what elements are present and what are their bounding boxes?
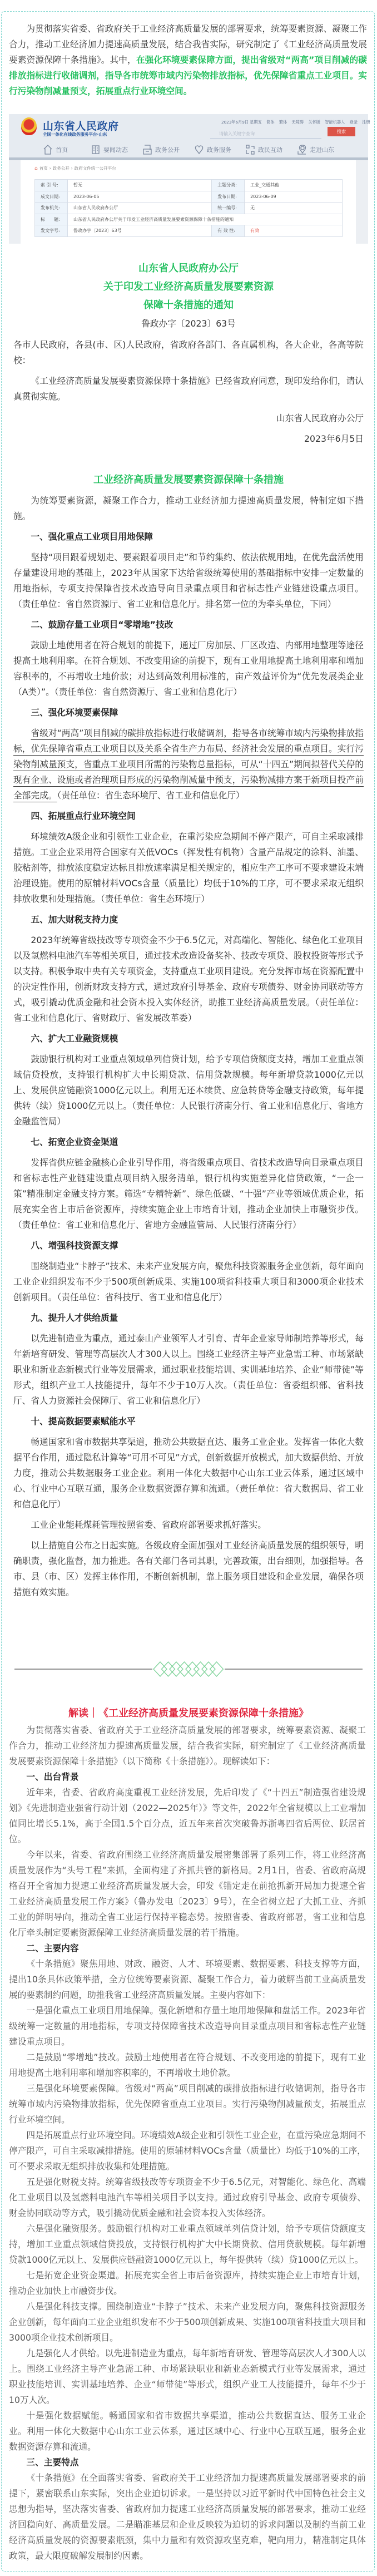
meta-label: 统一编号: <box>212 203 245 214</box>
book-icon <box>91 145 100 155</box>
link-register[interactable]: 注册 <box>362 120 370 125</box>
paragraph: 七是拓宽企业资金渠道。拓展充实全省上市后备资源库，持续实施企业上市培育计划，推动企业加快上市融资步伐。 <box>9 2270 366 2296</box>
paragraph: 以先进制造业为重点，通过泰山产业领军人才引育、青年企业家导师制培养等形式，每年新培育研发、管理等高层次人才300人以上。围绕工业经济主导产业急需工种、市场紧缺职业和新业态新模式行业等发展需求，通过职业技能培训、实训基地培养、企业“师带徒”等形式，组织产业工人技能提升，每年不少于10万人次。（责任单位：省委组织部、省科技厅、省人力资源社会保障厅、省工业和信息化厅） <box>13 1333 364 1406</box>
meta-value: 山东省人民政府办公厅关于印发工业经济高质量发展要素资源保障十条措施的通知 <box>68 214 343 225</box>
site-nav <box>9 144 368 157</box>
interpretation-title: 解读｜《工业经济高质量发展要素资源保障十条措施》 <box>68 1708 309 1719</box>
paragraph: 四是拓展重点行业环境空间。环境绩效A级企业和引领性工业企业，在重污染应急期间不停产限产，可自主采取减排措施。使用的原辅材料VOCs含量（质量比）均低于10%的工序，可不要求采取无组织排放收集和处理措施。 <box>9 2130 366 2172</box>
nav-label: 政务公开 <box>155 146 180 154</box>
nav-gov-affairs[interactable] <box>143 145 180 155</box>
notice-title-line: 关于印发工业经济高质量发展要素资源 <box>103 281 274 293</box>
meta-value: 2023-06-09 <box>245 191 343 203</box>
meta-label: 有 效 性: <box>212 225 245 237</box>
paragraph: 《十条措施》聚焦用地、财政、融资、人才、环境要素、数据要素、科技支撑等方面，提出10条具体政策举措，全方位统筹要素资源、凝聚工作合力，着力破解当前工业高质量发展的要素制约问题，助推我省工业经济高质量发展。主要内容如下： <box>9 1958 366 2000</box>
paragraph: 发挥省供应链金融核心企业引导作用，将省级重点项目、省技术改造导向目录重点项目和省标志性产业链建设重点项目纳入服务清单，银行机构实施差异化信贷政策，“一企一策”精准制定金融支持方案。筛选“专精特新”、绿色低碳、“十强”产业等领域优质企业，拓展充实全省上市后备资源库，持续实施企业上市培育计划，推动企业加快上市融资步伐。（责任单位：省工业和信息化厅、省地方金融监管局、人民银行济南分行） <box>13 1157 364 1230</box>
underlined-text: 省级对“两高”项目削减的碳排放指标进行收储调剂，指导各市统筹市域内污染物排放指标，优先保障省重点工业项目以及关系全省生产力布局、经济社会发展的重点项目。实行污染物削减量预支，省重点工业项目所需的污染物总量指标，可从“十四五”期间拟替代关停的现有企业、设施或者治理项目形成的污染物削减量中预支，污染物减排方案于新项目投产前全部完成。 <box>13 728 364 801</box>
home-icon <box>43 145 52 155</box>
paragraph <box>13 726 364 803</box>
nav-label: 首页 <box>56 146 68 154</box>
paragraph: 今年以来，省委、省政府围绕工业经济高质量发展密集部署了系列工作，将工业经济高质量发展作为“头号工程”来抓，全面构建了齐抓共管的新格局。2月1日，省委、省政府高规格召开全省加力提速工业经济高质量发展大会，印发《锚定走在前抢抓新开局加力提速全省工业经济高质量发展工作方案》（鲁办发电〔2023〕9号），在全省树立起了大抓工业、齐抓工业的鲜明导向，推动全省工业运行保持平稳态势。按照省委、省政府部署，省工业和信息化厅牵头制定要素资源保障工业经济高质量发展的若干措施。 <box>9 1849 366 1938</box>
interaction-icon <box>246 145 255 155</box>
paragraph: 畅通国家和省市数据共享渠道，推动公共数据直达、服务工业企业。发挥省一体化大数据平台作用，通过隐私计算等“可用不可见”方式，创新数据开放模式，加大数据供给、开放力度，推动公共数据服务工业企业。利用一体化大数据中心山东工业云体系，通过区域中心、行业中心互联互通，服务企业数据资源存算和流通。（责任单位：省大数据局、省工业和信息化厅） <box>13 1437 364 1509</box>
paragraph: 工业企业能耗煤耗管理按照省委、省政府部署要求抓好落实。 <box>31 1519 266 1530</box>
search-button[interactable]: 搜索 <box>328 127 355 136</box>
nav-label: 要闻动态 <box>103 146 128 154</box>
paragraph: 围绕制造业“卡脖子”技术、未来产业发展方向，聚焦科技资源服务企业创新，每年面向工业企业组织发布不少于500项创新成果、实施100项省科技重大项目和3000项企业技术创新项目。（责任单位：省科技厅、省工业和信息化厅） <box>13 1261 364 1302</box>
ornamental-divider <box>14 1660 363 1678</box>
paragraph: 为统筹要素资源，凝聚工作合力，推动工业经济加力提速高质量发展，特制定如下措施。 <box>13 495 364 521</box>
nav-services[interactable] <box>195 145 231 155</box>
validity-status: 有效 <box>245 225 343 237</box>
home-icon: ⌂ <box>34 165 38 171</box>
national-emblem-logo <box>21 117 37 135</box>
top-links <box>221 120 374 125</box>
section-heading: 五、加大财税支持力度 <box>31 914 118 925</box>
intro-paragraph <box>9 21 367 99</box>
notice-title-line: 山东省人民政府办公厅 <box>138 263 239 274</box>
heart-icon <box>195 145 204 155</box>
diamond-ornament <box>186 1662 199 1676</box>
section-heading: 三、强化环境要素保障 <box>31 707 118 718</box>
date-text: 2023年6月9日 星期五 <box>221 120 262 125</box>
doc-meta-table <box>34 179 343 237</box>
section-heading: 十、提高数据要素赋能水平 <box>31 1416 136 1427</box>
paragraph: 三是强化环境要素保障。省级对“两高”项目削减的碳排放指标进行收储调剂，指导各市统筹市域内污染物排放指标，优先保障省重点工业项目。实行污染物削减量预支，拓展重点行业环境空间。 <box>9 2083 366 2125</box>
paragraph: 九是强化人才供给。以先进制造业为重点，每年新培育研发、管理等高层次人才300人以上。围绕工业经济主导产业急需工种、市场紧缺职业和新业态新模式行业等发展需求，通过职业技能培训、实训基地培养、企业“师带徒”等形式，组织产业工人技能提升，每年不少于10万人次。 <box>9 2348 366 2405</box>
meta-label: 发布日期: <box>212 191 245 203</box>
link-care-mode[interactable]: 关怀版 <box>308 120 320 125</box>
paragraph: 五是强化财税支持。统筹省级技改等专项资金不少于6.5亿元，对智能化、绿色化、高端化工业项目以及氢燃料电池汽车等相关项目予以支持。通过政府引导基金、政府专项债券、财金协同联动等方式，吸引撬动优质金融和社会资本投入实体经济。 <box>9 2177 366 2218</box>
link-login[interactable]: 登录 <box>349 120 358 125</box>
diamond-ornament <box>194 1662 207 1676</box>
nav-label: 政民互动 <box>258 146 282 154</box>
section-heading: 四、拓展重点行业环境空间 <box>31 811 136 821</box>
measures-title: 工业经济高质量发展要素资源保障十条措施 <box>93 474 284 486</box>
notice-paragraph: 《工业经济高质量发展要素资源保障十条措施》已经省政府同意，现印发给你们，请认真贯彻实施。 <box>13 376 364 402</box>
doc-info-panel <box>21 160 356 244</box>
meta-value: 工业_交通其他 <box>245 180 343 191</box>
intro-lead: 为贯彻落实省委、省政府关于工业经济高质量发展的部署要求，统筹要素资源、凝聚工作合力，推动工业经济加力提速高质量发展，结合我省实际，研究制定了《工业经济高质量发展要素资源保障十条措施》。其中， <box>9 23 367 65</box>
meta-label: 索 引 号: <box>35 180 68 191</box>
location-icon <box>297 145 306 155</box>
nav-interaction[interactable] <box>246 145 282 155</box>
meta-value: 鲁政办字〔2023〕63号 <box>68 225 212 237</box>
diamond-ornament <box>170 1662 183 1676</box>
meta-value: 暂无 <box>68 180 212 191</box>
link-robot[interactable]: 智能机器人 <box>325 120 345 125</box>
paragraph: 一是强化重点工业项目用地保障。强化新增和存量土地用地保障和盘活工作。2023年省级统筹一定数量的用地指标，专项支持保障省技术改造导向目录重点项目和省标志性产业链建设重点项目。 <box>9 2005 366 2047</box>
paragraph: 鼓励土地使用者在符合规划的前提下，通过厂房加层、厂区改造、内部用地整理等途径提高土地利用率。在符合规划、不改变用途的前提下，现有工业用地提高土地利用率和增加容积率的，不再增收土地价款；对达到高效利用标准的，亩产效益评价为“优先发展类企业（A类）”。（责任单位：省自然资源厅、省工业和信息化厅） <box>13 640 364 697</box>
paragraph: 十是强化数据赋能。畅通国家和省市数据共享渠道，推动公共数据直达、服务工业企业。利用一体化大数据中心山东工业云体系，通过区域中心、行业中心互联互通，服务企业数据资源存算和流通。 <box>9 2410 366 2452</box>
meta-value: 山东省人民政府办公厅 <box>68 203 212 214</box>
gov-website-screenshot <box>9 114 368 244</box>
meta-value: 无 <box>245 203 343 214</box>
diamond-ornament <box>210 1662 224 1676</box>
meta-label: 标 题: <box>35 214 68 225</box>
paragraph: 《十条措施》在全面落实省委、省政府关于工业经济加力提速高质量发展部署要求的前提下，紧密联系山东实际，突出企业迫切诉求。一是坚持以习近平新时代中国特色社会主义思想为指导，坚决落实省委、省政府加力提速工业经济高质量发展的部署要求，推动工业经济回稳向好、高质量发展。二是瞄准基层和企业反映较为迫切的诉求问题以及制约当前工业经济高质量发展的资源要素瓶颈，集中力量和有效资源攻坚克难，靶向用力，精准制定具体政策，最大限度破解发展制约因素。 <box>9 2473 366 2561</box>
salutation: 各市人民政府，各县(市、区)人民政府，省政府各部门、各直属机构，各大企业，各高等院校： <box>13 339 364 366</box>
diamond-ornament <box>178 1662 191 1676</box>
doc-number: 鲁政办字〔2023〕63号 <box>141 318 236 329</box>
paragraph: 八是强化科技支撑。围绕制造业“卡脖子”技术、未来产业发展方向，聚焦科技资源服务企业创新，每年面向工业企业组织发布不少于500项创新成果、实施100项省科技重大项目和3000项企业技术创新项目。 <box>9 2301 366 2343</box>
nav-label: 走进山东 <box>310 146 334 154</box>
paragraph: 二是鼓励“零增地”技改。鼓励土地使用者在符合规划、不改变用途的前提下，现有工业用地提高土地利用率和增加容积率的，不再增收土地价款。 <box>9 2052 366 2078</box>
diamond-ornament <box>162 1662 175 1676</box>
paragraph: 以上措施自公布之日起实施。各级政府全面加强对工业经济高质量发展的组织领导，明确职责，强化监督，加力推进。各有关部门各司其职，完善政策，出台细则，加强指导。各市、县（市、区）发挥主体作用，不断创新机制，靠上服务项目建设和企业发展，确保各项措施有效实施。 <box>13 1540 364 1597</box>
meta-value: 2023-06-05 <box>68 191 212 203</box>
paragraph: 环境绩效A级企业和引领性工业企业，在重污染应急期间不停产限产，可自主采取减排措施。工业企业采用符合国家有关低VOCs（挥发性有机物）含量产品规定的涂料、油墨、胶粘剂等，排放浓度稳定达标且排放速率满足相关规定的，相应生产工序可不要求建设末端治理设施。使用的原辅材料VOCs含量（质量比）均低于10%的工序，可不要求采取无组织排放收集和处理措施。（责任单位：省生态环境厅） <box>13 831 364 904</box>
meta-label: 主题分类: <box>212 180 245 191</box>
notice-title <box>0 259 377 314</box>
section-heading: 一、强化重点工业项目用地保障 <box>31 531 153 542</box>
paragraph: 2023年统筹省级技改等专项资金不少于6.5亿元，对高端化、智能化、绿色化工业项目以及氢燃料电池汽车等相关项目，通过技术改造设备奖补、技改专项贷、股权投资等形式予以支持。积极争取中央有关专项资金，支持重点工业项目建设。充分发挥市场在资源配置中的决定性作用，创新财政支持方式，通过政府引导基金、政府专项债券、财金协同联动等方式，吸引撬动优质金融和社会资本投入实体经济，助推工业经济高质量发展。（责任单位：省工业和信息化厅、省财政厅、省发展改革委） <box>13 935 364 1023</box>
paragraph: 近年来，省委、省政府高度重视工业经济发展，先后印发了《“十四五”制造强省建设规划》《先进制造业强省行动计划（2022—2025年）》等文件，2022年全省规模以上工业增加值同比增长5.1%，高于全国1.5个百分点，近五年来首次突破鲁苏浙粤四省后两位、跃居首位。 <box>9 1787 366 1844</box>
paragraph: 坚持“项目跟着规划走、要素跟着项目走”和节约集约、依法依规用地，在优先盘活使用存量建设用地的基础上，2023年从国家下达给省级统筹使用的基础指标中安排一定数量的用地指标，专项支持保障省技术改造导向目录重点项目和省标志性产业链建设重点项目。（责任单位：省自然资源厅、省工业和信息化厅。排名第一位的为牵头单位，下同） <box>13 552 364 609</box>
section-heading: 七、拓宽企业资金渠道 <box>31 1137 118 1147</box>
breadcrumb: ⌂ 首页 › 政务公开 › 政府文件统一公开平台 <box>34 165 116 171</box>
breadcrumb-item[interactable]: 首页 <box>39 166 48 171</box>
section-heading: 三、主要特点 <box>26 2457 79 2468</box>
meta-label: 发文字号: <box>35 225 68 237</box>
notice-date: 2023年6月5日 <box>304 433 364 444</box>
section-heading: 一、出台背景 <box>26 1771 79 1782</box>
paragraph: 为贯彻落实省委、省政府关于工业经济高质量发展的部署要求，统筹要素资源、凝聚工作合力，推动工业经济加力提速高质量发展，结合我省实际，研究制定了《工业经济高质量发展要素资源保障十条措施》（以下简称《十条措施》）。现解读如下： <box>9 1725 366 1766</box>
link-traditional[interactable]: 繁体 <box>279 120 287 125</box>
interpretation-body <box>9 1723 366 2564</box>
diamond-ornament <box>202 1662 215 1676</box>
breadcrumb-item[interactable]: 政务公开 <box>52 166 70 171</box>
link-accessibility[interactable]: 无障碍 <box>291 120 304 125</box>
responsible-units: （责任单位：省生态环境厅、省工业和信息化厅） <box>57 790 245 801</box>
notice-body <box>13 337 364 452</box>
breadcrumb-item[interactable]: 政府文件统一公开平台 <box>74 166 116 171</box>
section-heading: 六、扩大工业融资规模 <box>31 1033 118 1044</box>
meta-label: 发布机关: <box>35 203 68 214</box>
document-icon <box>143 145 152 155</box>
section-heading: 二、鼓励存量工业项目“零增地”技改 <box>31 619 173 630</box>
site-header <box>9 114 368 157</box>
nav-shandong[interactable] <box>297 145 334 155</box>
section-heading: 九、提升人才供给质量 <box>31 1312 118 1323</box>
site-subtitle: 全国一体化在线政务服务平台·山东 <box>43 132 107 137</box>
search-input[interactable] <box>210 130 321 139</box>
notice-title-line: 保障十条措施的通知 <box>143 299 234 311</box>
section-heading: 二、主要内容 <box>26 1943 79 1953</box>
nav-news[interactable] <box>91 145 128 155</box>
intro-highlight: 在强化环境要素保障方面，提出省级对“两高”项目削减的碳排放指标进行收储调剂，指导各市统筹市域内污染物排放指标，优先保障省重点工业项目。实行污染物削减量预支，拓展重点行业环境空间。 <box>9 55 367 96</box>
site-title: 山东省人民政府 <box>43 120 119 132</box>
paragraph: 鼓励银行机构对工业重点领域单列信贷计划，给予专项信贷额度支持，增加工业重点领域信贷投放，支持银行机构扩大中长期贷款、信用贷款规模。每年新增贷款1000亿元以上、发展供应链融资1000亿元以上。利用无还本续贷、应急转贷等金融支持政策，每年提供转（续）贷1000亿元以上。（责任单位：人民银行济南分行、省工业和信息化厅、省地方金融监管局） <box>13 1054 364 1127</box>
link-simplified[interactable]: 简体 <box>266 120 275 125</box>
measures-section <box>13 472 364 1605</box>
section-heading: 八、增强科技资源支撑 <box>31 1240 118 1251</box>
meta-label: 成文日期: <box>35 191 68 203</box>
signature: 山东省人民政府办公厅 <box>276 413 364 423</box>
paragraph: 六是强化融资服务。鼓励银行机构对工业重点领域单列信贷计划，给予专项信贷额度支持，增加工业重点领域信贷投放，支持银行机构扩大中长期贷款、信用贷款规模。每年新增贷款1000亿元以上、发展供应链融资1000亿元以上，每年提供转（续）贷1000亿元以上。 <box>9 2223 366 2265</box>
nav-label: 政务服务 <box>207 146 231 154</box>
nav-home[interactable] <box>43 145 68 155</box>
diamond-ornament <box>153 1662 167 1676</box>
